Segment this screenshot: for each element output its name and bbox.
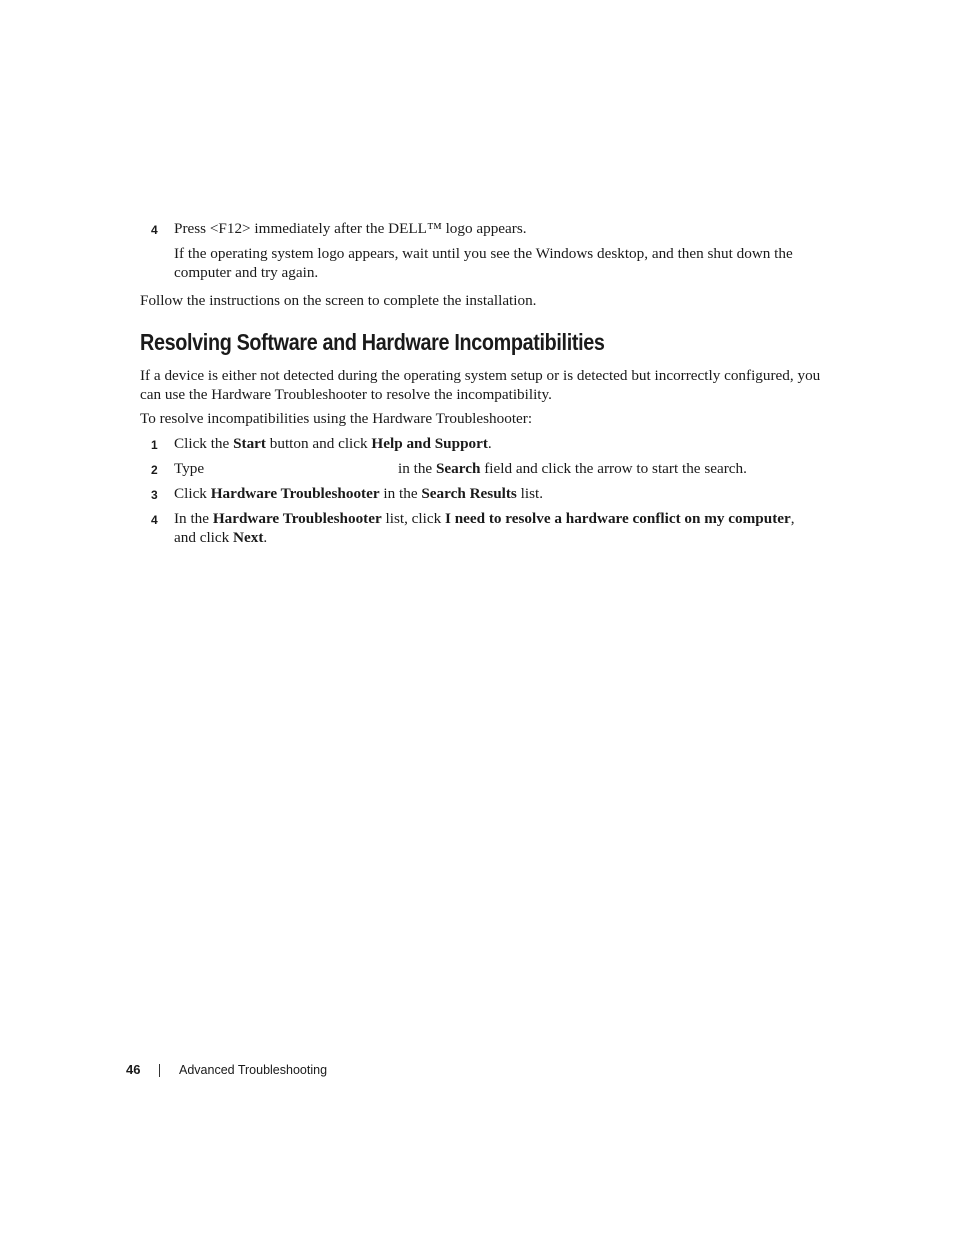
text: In the — [174, 510, 213, 527]
ui-term: Search — [435, 460, 481, 477]
ui-term: Search Results — [421, 485, 517, 502]
ui-term: Start — [233, 435, 266, 452]
step-number: 3 — [151, 488, 158, 502]
step-number: 1 — [151, 438, 158, 452]
page-number: 46 — [126, 1062, 141, 1077]
footer-divider — [159, 1064, 160, 1077]
text: list. — [516, 485, 544, 502]
text: . — [263, 529, 268, 546]
text: field and click the arrow to start the search. — [480, 460, 747, 477]
step-number: 4 — [151, 513, 158, 527]
section-heading: Resolving Software and Hardware Incompatibilities — [140, 329, 605, 355]
lead-paragraph: To resolve incompatibilities using the Hardware Troubleshooter: — [140, 410, 533, 427]
paragraph: Follow the instructions on the screen to complete the installation. — [140, 292, 537, 309]
ui-term: Next — [233, 529, 264, 546]
intro-paragraph: If a device is either not detected during the operating system setup or is detected but incorrectly configured, you can use the Hardware Troubleshooter to resolve the incompatibility. — [140, 367, 821, 403]
ui-term: I need to resolve a hardware conflict on my computer — [444, 510, 791, 527]
text: list, click — [381, 510, 445, 527]
step-text — [174, 434, 824, 453]
text: Click — [174, 485, 211, 502]
text: . — [487, 435, 492, 452]
step-text — [174, 509, 819, 547]
ui-term: Hardware Troubleshooter — [212, 510, 382, 527]
chapter-title: Advanced Troubleshooting — [179, 1063, 328, 1077]
text: Click the — [174, 435, 234, 452]
ui-term: Help and Support — [371, 435, 488, 452]
text: in the — [398, 460, 436, 477]
text: Type — [174, 460, 205, 477]
step-text: Press <F12> immediately after the DELL™ logo appears. — [174, 220, 527, 237]
step-text — [398, 459, 818, 478]
text: button and click — [265, 435, 372, 452]
step-number: 4 — [151, 223, 158, 237]
text: , and click — [174, 510, 795, 546]
step-text — [174, 459, 384, 478]
ui-term: Hardware Troubleshooter — [210, 485, 380, 502]
step-text — [174, 484, 824, 503]
text: in the — [379, 485, 422, 502]
step-number: 2 — [151, 463, 158, 477]
step-note: If the operating system logo appears, wait until you see the Windows desktop, and then shut down the computer and try again. — [174, 245, 793, 281]
